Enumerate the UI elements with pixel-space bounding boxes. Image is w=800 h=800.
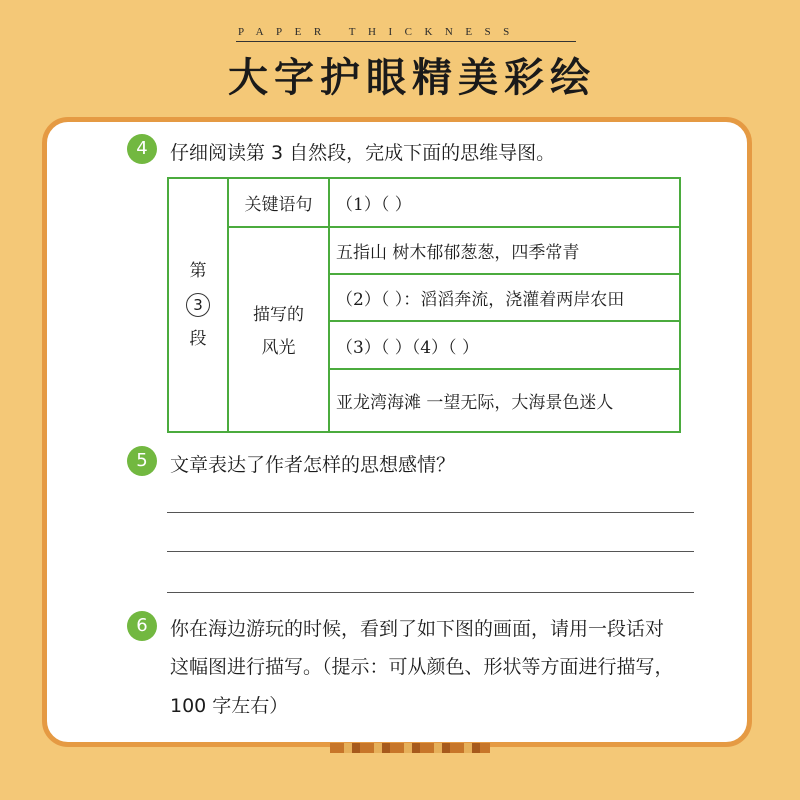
illustration-edge <box>330 743 490 753</box>
header-title: 大字护眼精美彩绘 <box>228 54 596 101</box>
question-number-badge: 5 <box>127 446 157 476</box>
key-sentence-label: 关键语句 <box>228 178 329 227</box>
question-text-line-3: 100 字左右） <box>170 695 289 717</box>
scenery-label-line-2: 风光 <box>261 338 296 359</box>
mind-map-table <box>167 177 681 433</box>
paragraph-label <box>168 178 228 432</box>
answer-line[interactable] <box>167 551 694 552</box>
answer-line[interactable] <box>167 592 694 593</box>
paragraph-label-top: 第 <box>189 261 207 281</box>
key-sentence-blank[interactable]: （1）（ ） <box>329 178 680 227</box>
answer-line[interactable] <box>167 512 694 513</box>
paragraph-number: 3 <box>186 293 210 317</box>
question-text: 仔细阅读第 3 自然段，完成下面的思维导图。 <box>170 142 556 164</box>
scenery-row[interactable]: （3）（ ）（4）（ ） <box>329 321 680 369</box>
scenery-row[interactable]: （2）（ ）：滔滔奔流，浇灌着两岸农田 <box>329 274 680 322</box>
scenery-row: 亚龙湾海滩 一望无际，大海景色迷人 <box>329 369 680 432</box>
header-divider <box>236 41 576 42</box>
question-number-badge: 6 <box>127 611 157 641</box>
question-text-line-2: 这幅图进行描写。（提示：可从颜色、形状等方面进行描写， <box>170 656 674 678</box>
scenery-row: 五指山 树木郁郁葱葱，四季常青 <box>329 227 680 274</box>
scenery-label <box>228 227 329 432</box>
question-text-line-1: 你在海边游玩的时候，看到了如下图的画面，请用一段话对 <box>170 618 665 640</box>
scenery-label-line-1: 描写的 <box>253 305 304 326</box>
header-subtitle: PAPER THICKNESS <box>238 26 522 38</box>
question-text: 文章表达了作者怎样的思想感情？ <box>170 454 456 476</box>
question-number-badge: 4 <box>127 134 157 164</box>
paragraph-label-bottom: 段 <box>189 329 207 349</box>
